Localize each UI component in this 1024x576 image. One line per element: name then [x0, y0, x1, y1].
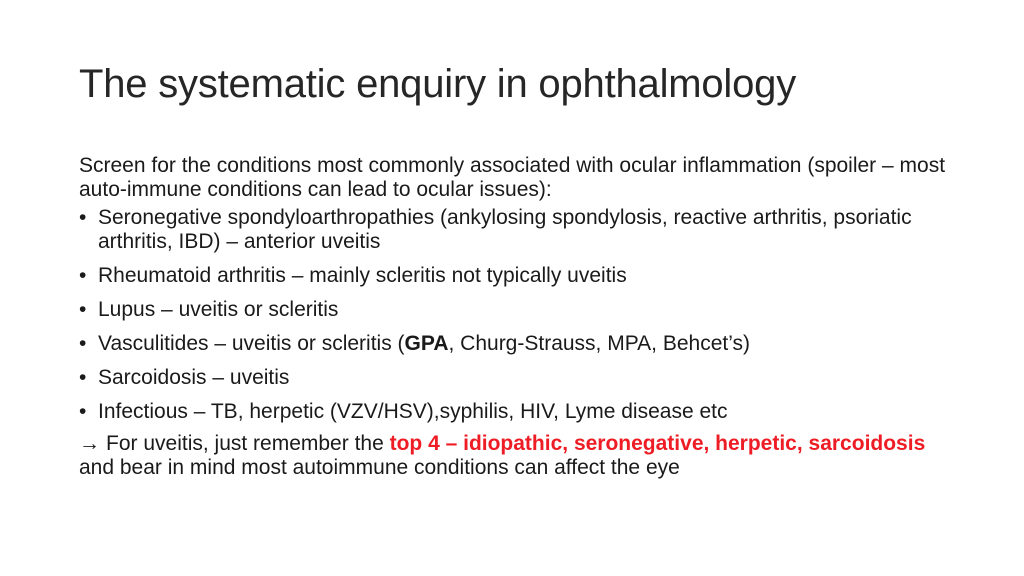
bullet-text: Seronegative spondyloarthropathies (ankylosing spondylosis, reactive arthritis, psoriatic arthritis, IBD) – anterior uveitis [98, 206, 912, 253]
bullet-item [79, 332, 959, 356]
bullet-icon: • [79, 332, 87, 355]
conclusion-text-pre: For uveitis, just remember the [106, 432, 390, 455]
bullet-item [79, 264, 959, 288]
bullet-text-bold: GPA [404, 332, 449, 355]
bullet-icon: • [79, 366, 87, 389]
bullet-text: Infectious – TB, herpetic (VZV/HSV),syphilis, HIV, Lyme disease etc [98, 400, 728, 423]
conclusion-highlight: top 4 – idiopathic, seronegative, herpetic, sarcoidosis [389, 432, 926, 455]
bullet-icon: • [79, 264, 87, 287]
slide-body [79, 154, 959, 480]
bullet-item [79, 366, 959, 390]
slide-title: The systematic enquiry in ophthalmology [79, 62, 797, 106]
bullet-text: Lupus – uveitis or scleritis [98, 298, 339, 321]
bullet-text-post: , Churg-Strauss, MPA, Behcet’s) [448, 332, 750, 355]
conclusion-paragraph [79, 432, 959, 480]
bullet-text: Sarcoidosis – uveitis [98, 366, 290, 389]
bullet-list [79, 206, 959, 424]
bullet-icon: • [79, 400, 87, 423]
bullet-icon: • [79, 298, 87, 321]
bullet-item [79, 298, 959, 322]
arrow-right-icon: → [79, 432, 100, 455]
bullet-item [79, 400, 959, 424]
bullet-text-pre: Vasculitides – uveitis or scleritis ( [98, 332, 405, 355]
bullet-text: Rheumatoid arthritis – mainly scleritis not typically uveitis [98, 264, 627, 287]
intro-paragraph: Screen for the conditions most commonly associated with ocular inflammation (spoiler – most auto-immune conditions can lead to ocular issues): [79, 154, 946, 201]
bullet-icon: • [79, 206, 87, 229]
bullet-item [79, 206, 959, 254]
conclusion-text-post: and bear in mind most autoimmune conditions can affect the eye [79, 456, 680, 479]
